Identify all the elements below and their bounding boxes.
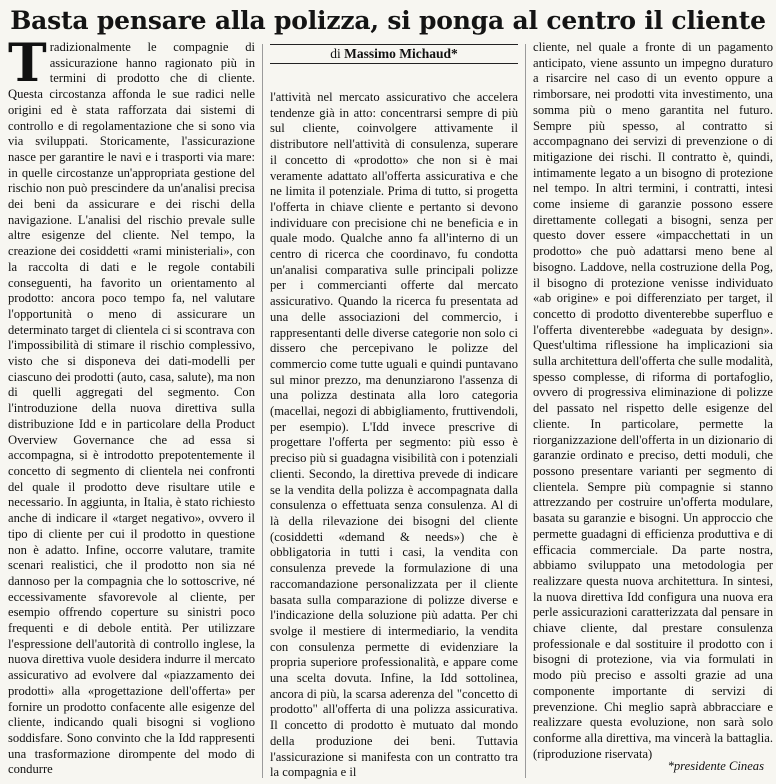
column-1 [8, 40, 255, 784]
byline-prefix: di [330, 46, 341, 61]
byline [270, 44, 518, 64]
byline-author: Massimo Michaud* [344, 46, 458, 61]
headline: Basta pensare alla polizza, si ponga al centro il cliente [10, 6, 766, 35]
article-columns [6, 40, 773, 784]
column-1-text [8, 40, 255, 778]
column-2 [270, 40, 518, 784]
column-3-text: cliente, nel quale a fronte di un pagamento anticipato, viene assunto un impegno duraturo a risarcire nel caso di un evento oppure a rimborsare, nei prodotti vita investimento, una somma più o meno garantita nel futuro. Sempre più spesso, al contratto si accompagnano dei servizi di prevenzione o di mitigazione dei rischi. Il contratto è, quindi, intimamente legato a un bisogno di protezione nel tempo. In altri termini, i contratti, intesi come insieme di garanzie possono essere direttamente collegati a bisogni, senza per questo dover essere «impacchettati in un prodotto» che può adattarsi meno bene al bisogno. Laddove, nella costruzione della Pog, il bisogno di protezione venisse individuato «ab origine» e poi differenziato per target, il concetto di prodotto diventerebbe superfluo e l'offerta diventerebbe «adeguata by design». Quest'ultima riflessione ha implicazioni sia sulla architettura dell'offerta che sulle modalità, spesso complesse, di riforma di portafoglio, ovvero di progressiva eliminazione di polizze del passato nel rispetto delle esigenze del cliente. In particolare, permette la riorganizzazione dell'offerta in un dizionario di garanzie ordinato e preciso, detti moduli, che possono presentare varianti per segmento di clientela. Sempre più compagnie si stanno attrezzando per costruire un'offerta modulare, basata su garanzie e bisogni. Un approccio che permette guadagni di efficienza produttiva e di efficacia commerciale. Da parte nostra, abbiamo sviluppato una metodologia per realizzare questa nuova architettura. In sintesi, la nuova direttiva Idd configura una nuova era perle assicurazioni caratterizzata dal pensare in chiave cliente, dal prestare consulenza professionale e dal sostituire il prodotto con i bisogni di protezione, via via formulati in modo più preciso e assolti grazie ad una componente importante di servizi di prevenzione. Chi meglio saprà abbracciare e realizzare questa evoluzione, non sarà solo conforme alla direttiva, ma vincerà la battaglia. (riproduzione riservata) [533, 40, 773, 761]
column-divider [262, 44, 263, 778]
byline-spacer [270, 70, 518, 90]
column-1-body: radizionalmente le compagnie di assicurazione hanno ragionato più in termini di prodotto che di cliente. Questa circostanza affonda le sue radici nelle origini ed è stata rafforzata dai sistemi di controllo e di regolamentazione che si sono via via sviluppati. Storicamente, l'assicurazione nasce per garantire le navi e i trasporti via mare: in quelle circostanze un'appropriata gestione del rischio non può prescindere da un'analisi precisa dei beni da assicurare e dei rischi della navigazione. L'analisi del rischio prevale sulle altre esigenze del cliente. Nel tempo, la creazione dei cosiddetti «rami ministeriali», con la raccolta di dati e le regole contabili conseguenti, ha favorito un orientamento al prodotto: ancora poco tempo fa, nel valutare l'opportunità o meno di assicurare un determinato target di clientela ci si scontrava con l'impossibilità di stimare il rischio complessivo, visto che si disponeva dei dati-modelli per ciascuno dei prodotti (auto, casa, salute), ma non di quelli aggregati del segmento. Con l'introduzione della nuova direttiva sulla distribuzione Idd e in particolare della Product Overview Governance che ad essa si accompagna, si è introdotto prepotentemente il concetto di segmento di clientela nei confronti del quale il prodotto deve risultare utile e necessario. In aggiunta, in Italia, è stato richiesto anche di indicare il «target negativo», ovvero il tipo di cliente per cui il prodotto in questione non è adatto. Infine, occorre valutare, tramite scenari realistici, che il prodotto non sia né dannoso per la compagnia che lo sottoscrive, né eccessivamente sfavorevole al cliente, per esempio offrendo coperture su sinistri poco frequenti e di debole entità. Per utilizzare l'espressione dell'autorità di controllo inglese, la nuova direttiva vuole desidera indurre il mercato assicurativo ad evolvere dal «piazzamento dei prodotti» alla «progettazione dell'offerta» per fornire un prodotto confacente alle esigenze del cliente, indicando quali bisogni si vogliono soddisfare. Sono convinto che la Idd rappresenti una trasformazione dirompente del modo di condurre [8, 40, 255, 777]
column-3 [533, 40, 773, 784]
column-2-text: l'attività nel mercato assicurativo che accelera tendenze già in atto: concentrarsi sempre di più sul cliente, coinvolgere attivamente il distributore nell'attività di consulenza, superare il concetto di «prodotto» che non si è mai veramente adattato all'offerta assicurativa e che ne limita il potenziale. Prima di tutto, si progetta l'offerta in chiave cliente e pertanto si devono individuare con precisione chi ne beneficia e in quale modo. Qualche anno fa all'interno di un centro di ricerca che coordinavo, fu condotta un'analisi comparativa sulle principali polizze per i commercianti offerte dal mercato assicurativo. Quando la ricerca fu presentata ad una delle associazioni del commercio, i rappresentanti delle diverse categorie non solo ci dissero che percepivano le polizze del commercio come tutte uguali e quindi puntavano sul minor prezzo, ma denunziarono l'assenza di una polizza destinata alla loro categoria (macellai, negozi di abbigliamento, fruttivendoli, per esempio). L'Idd invece prescrive di progettare l'offerta per segmento: più esso è preciso più si guadagna visibilità con i potenziali clienti. Secondo, la direttiva prevede di indicare se la vendita della polizza è accompagnata dalla consulenza o effettuata senza consulenza. Al di là della rilevazione dei bisogni del cliente (cosiddetti «demand & needs») che è obbligatoria in tutti i casi, la vendita con consulenza prevede la formulazione di una raccomandazione personalizzata per il cliente basata sulla comparazione di polizze diverse e l'indicazione della soluzione più adatta. Per chi svolge il mestiere di intermediario, la vendita con consulenza permette di evidenziare la propria superiore professionalità, e appare come una scelta dovuta. Infine, la Idd sottolinea, ancora di più, la scarsa aderenza del "concetto di prodotto" all'offerta di una polizza assicurativa. Il concetto di prodotto è mutuato dal mondo della produzione dei beni. Tuttavia l'assicurazione si manifesta con un contratto tra la compagnia e il [270, 90, 518, 780]
author-signature: *presidente Cineas [667, 759, 764, 773]
column-divider [525, 44, 526, 778]
drop-cap: T [8, 40, 47, 94]
